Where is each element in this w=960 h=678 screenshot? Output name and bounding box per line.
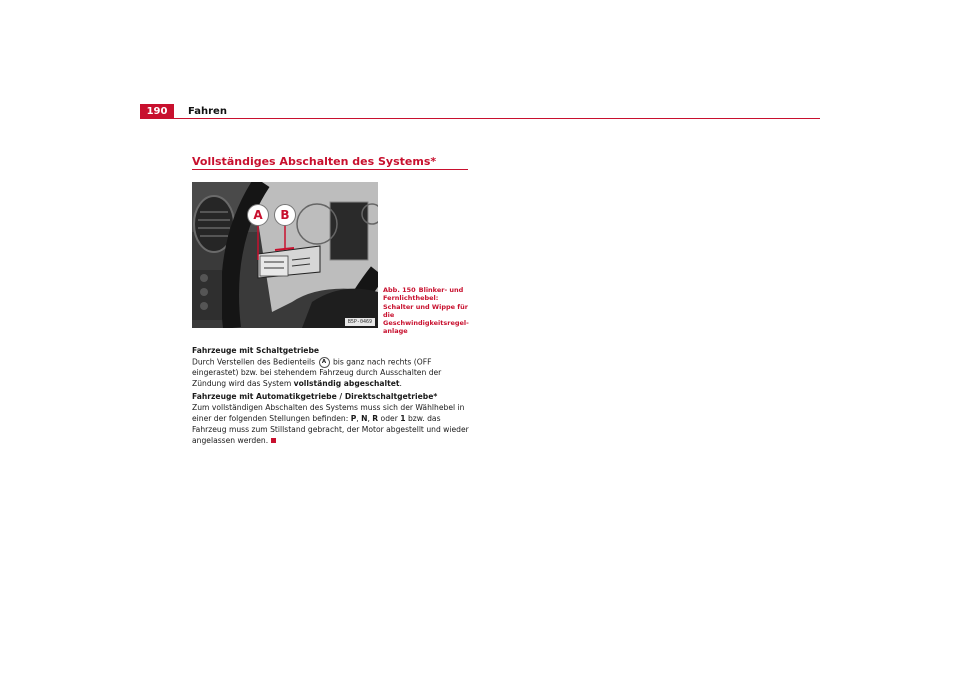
subhead-automatic: Fahrzeuge mit Automatikgetriebe / Direktschaltgetriebe* [192,392,438,402]
page-number: 190 [140,104,174,119]
subhead-manual: Fahrzeuge mit Schaltgetriebe [192,346,320,355]
paragraph-automatic: Zum vollständigen Abschalten des Systems muss sich der Wählhebel in einer der folgenden Stellungen befinden: P, N, R oder 1 bzw. das Fahrzeug muss zum Stillstand gebracht, der Motor abgestellt und wieder angelassen werden. [192,403,469,445]
callout-b: B [274,204,296,226]
end-of-section-mark [271,438,276,443]
section-heading: Vollständiges Abschalten des Systems* [192,155,437,168]
image-code: B5P-0469 [345,318,375,326]
reference-badge-a: A [319,357,330,368]
figure-steering-lever [192,182,378,328]
paragraph-manual: Durch Verstellen des Bedienteils A bis ganz nach rechts (OFF eingerastet) bzw. bei stehendem Fahrzeug durch Ausschalten der Zündung wird das System vollständig abgeschaltet. [192,357,442,389]
section-rule [192,169,468,170]
header-rule [140,118,820,119]
chapter-title: Fahren [188,106,227,117]
callout-a: A [247,204,269,226]
body-text [192,346,472,447]
caption-text: Blinker- und Fernlichthebel: Schalter und Wippe für die Geschwindigkeitsregelanlage [383,286,469,336]
figure-caption [383,286,469,336]
caption-label: Abb. 150 [383,286,416,294]
